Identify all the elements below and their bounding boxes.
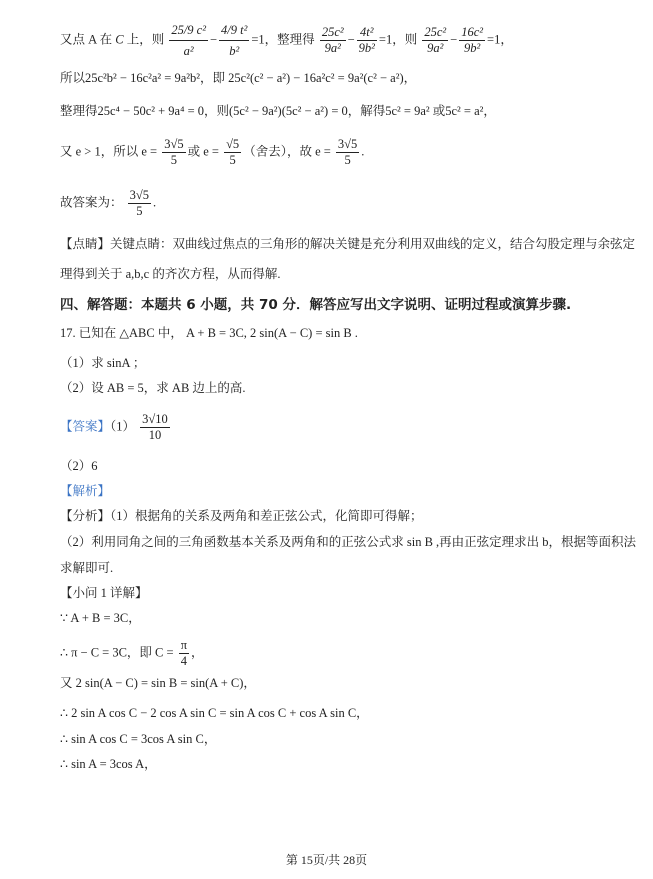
solution-line-5: ∴ sin A cos C = 3cos A sin C， xyxy=(60,732,217,746)
math-var: C xyxy=(115,32,124,47)
solution-line-4: ∴ 2 sin A cos C − 2 cos A sin C = sin A cos C + cos A sin C， xyxy=(60,706,369,720)
denominator: a² xyxy=(183,44,194,58)
numerator: √5 xyxy=(226,137,240,151)
fraction xyxy=(357,25,377,56)
text: 故答案为： xyxy=(60,195,123,210)
denominator: 4 xyxy=(180,654,187,668)
text: =1， xyxy=(487,32,513,47)
solution-line-1: ∵ A + B = 3C， xyxy=(60,611,141,625)
numerator: 16c² xyxy=(461,25,484,39)
denominator: 10 xyxy=(148,428,162,442)
solution-line-3: 又 2 sin(A − C) = sin B = sin(A + C)， xyxy=(60,676,256,690)
numerator: 3√5 xyxy=(129,188,150,202)
numerator: 25/9 c² xyxy=(169,20,208,41)
key-point-line-1: 【点睛】关键点睛：双曲线过焦点的三角形的解决关键是充分利用双曲线的定义，结合勾股定理与余弦定 xyxy=(60,237,636,251)
numerator: π xyxy=(180,638,187,652)
answer-part-1 xyxy=(60,412,172,443)
text: 又 e > 1，所以 e = xyxy=(60,144,158,159)
analysis-line-3: 求解即可. xyxy=(60,561,114,575)
answer-label: 【答案】 xyxy=(60,419,111,434)
numerator: 3√5 xyxy=(164,137,184,151)
text: . xyxy=(153,195,157,210)
subquestion-1-label: 【小问 1 详解】 xyxy=(60,586,148,600)
denominator: b² xyxy=(229,44,240,58)
denominator: 5 xyxy=(136,204,143,218)
denominator: 9b² xyxy=(463,41,481,55)
operator: − xyxy=(209,32,218,47)
solution-line-6: ∴ sin A = 3cos A， xyxy=(60,757,157,771)
denominator: 5 xyxy=(229,153,236,167)
text: （1） xyxy=(110,419,136,434)
question-17-part-1: （1）求 sinA ； xyxy=(60,356,146,370)
equation-line-4 xyxy=(60,137,364,168)
text: 或 e = xyxy=(187,144,219,159)
analysis-label: 【解析】 xyxy=(60,484,111,498)
text: =1，则 xyxy=(378,32,418,47)
text: ， xyxy=(191,645,204,660)
numerator: 25c² xyxy=(424,25,447,39)
equation-line-2: 所以25c²b² − 16c²a² = 9a²b²，即 25c²(c² − a²) − 16a²c² = 9a²(c² − a²)， xyxy=(60,71,417,85)
numerator: 4t² xyxy=(357,25,377,41)
text: ∴ π − C = 3C，即 C = xyxy=(60,645,174,660)
key-point-line-2: 理得到关于 a,b,c 的齐次方程，从而得解. xyxy=(60,267,281,281)
denominator: 9a² xyxy=(324,41,341,55)
denominator: 9a² xyxy=(427,41,444,55)
numerator: 25c² xyxy=(321,25,344,39)
answer-line xyxy=(60,188,156,219)
analysis-line-1: 【分析】（1）根据角的关系及两角和差正弦公式，化简即可得解； xyxy=(60,509,423,523)
page-footer: 第 15页/共 28页 xyxy=(285,853,368,867)
fraction xyxy=(128,188,151,219)
question-17-part-2: （2）设 AB = 5，求 AB 边上的高. xyxy=(60,381,246,395)
denominator: 5 xyxy=(344,153,351,167)
numerator: 3√5 xyxy=(337,137,358,151)
fraction xyxy=(320,25,346,56)
analysis-line-2: （2）利用同角之间的三角函数基本关系及两角和的正弦公式求 sin B ,再由正弦定理求出 b，根据等面积法 xyxy=(60,535,637,549)
equation-line-3: 整理得25c⁴ − 50c² + 9a⁴ = 0，则(5c² − 9a²)(5c² − a²) = 0，解得5c² = 9a² 或5c² = a²， xyxy=(60,104,496,118)
text: . xyxy=(361,144,365,159)
solution-line-2 xyxy=(60,638,204,669)
fraction xyxy=(169,20,208,61)
text: 上，则 xyxy=(126,32,165,47)
numerator: 4/9 t² xyxy=(219,20,249,41)
fraction xyxy=(459,25,485,56)
fraction xyxy=(219,20,249,61)
text: 又点 A 在 xyxy=(60,32,113,47)
text: =1，整理得 xyxy=(251,32,315,47)
denominator: 5 xyxy=(170,153,178,167)
numerator: 3√10 xyxy=(142,412,168,426)
denominator: 9b² xyxy=(358,41,375,55)
fraction xyxy=(162,137,185,168)
equation-line-1: 又点 A 在 C 上，则 $\frac{\text{25/9 c²}}{\text{a²}}$ − $\frac{\text{4/9 t²}}{\text{b²}}$ =1，整理得 $\frac{\text{25c²}}{\text{9a²}}$ − $\frac{\text{4t²}}{\text{9b²}}$ =1，则 $\frac{\text{25c²}}{\text{9a²}}$ − $\frac{\text{16c²}}{\text{9b²}}$ =1， xyxy=(60,20,513,61)
fraction xyxy=(422,25,448,56)
answer-part-2: （2）6 xyxy=(60,459,98,473)
fraction xyxy=(140,412,170,443)
text: （舍去），故 e = xyxy=(243,144,331,159)
question-17: 17. 已知在 △ABC 中， A + B = 3C, 2 sin(A − C) = sin B . xyxy=(60,326,358,340)
section-heading: 四、解答题：本题共 6 小题，共 70 分．解答应写出文字说明、证明过程或演算步骤. xyxy=(60,297,572,313)
fraction xyxy=(336,137,359,168)
fraction xyxy=(179,638,189,669)
fraction xyxy=(224,137,241,168)
